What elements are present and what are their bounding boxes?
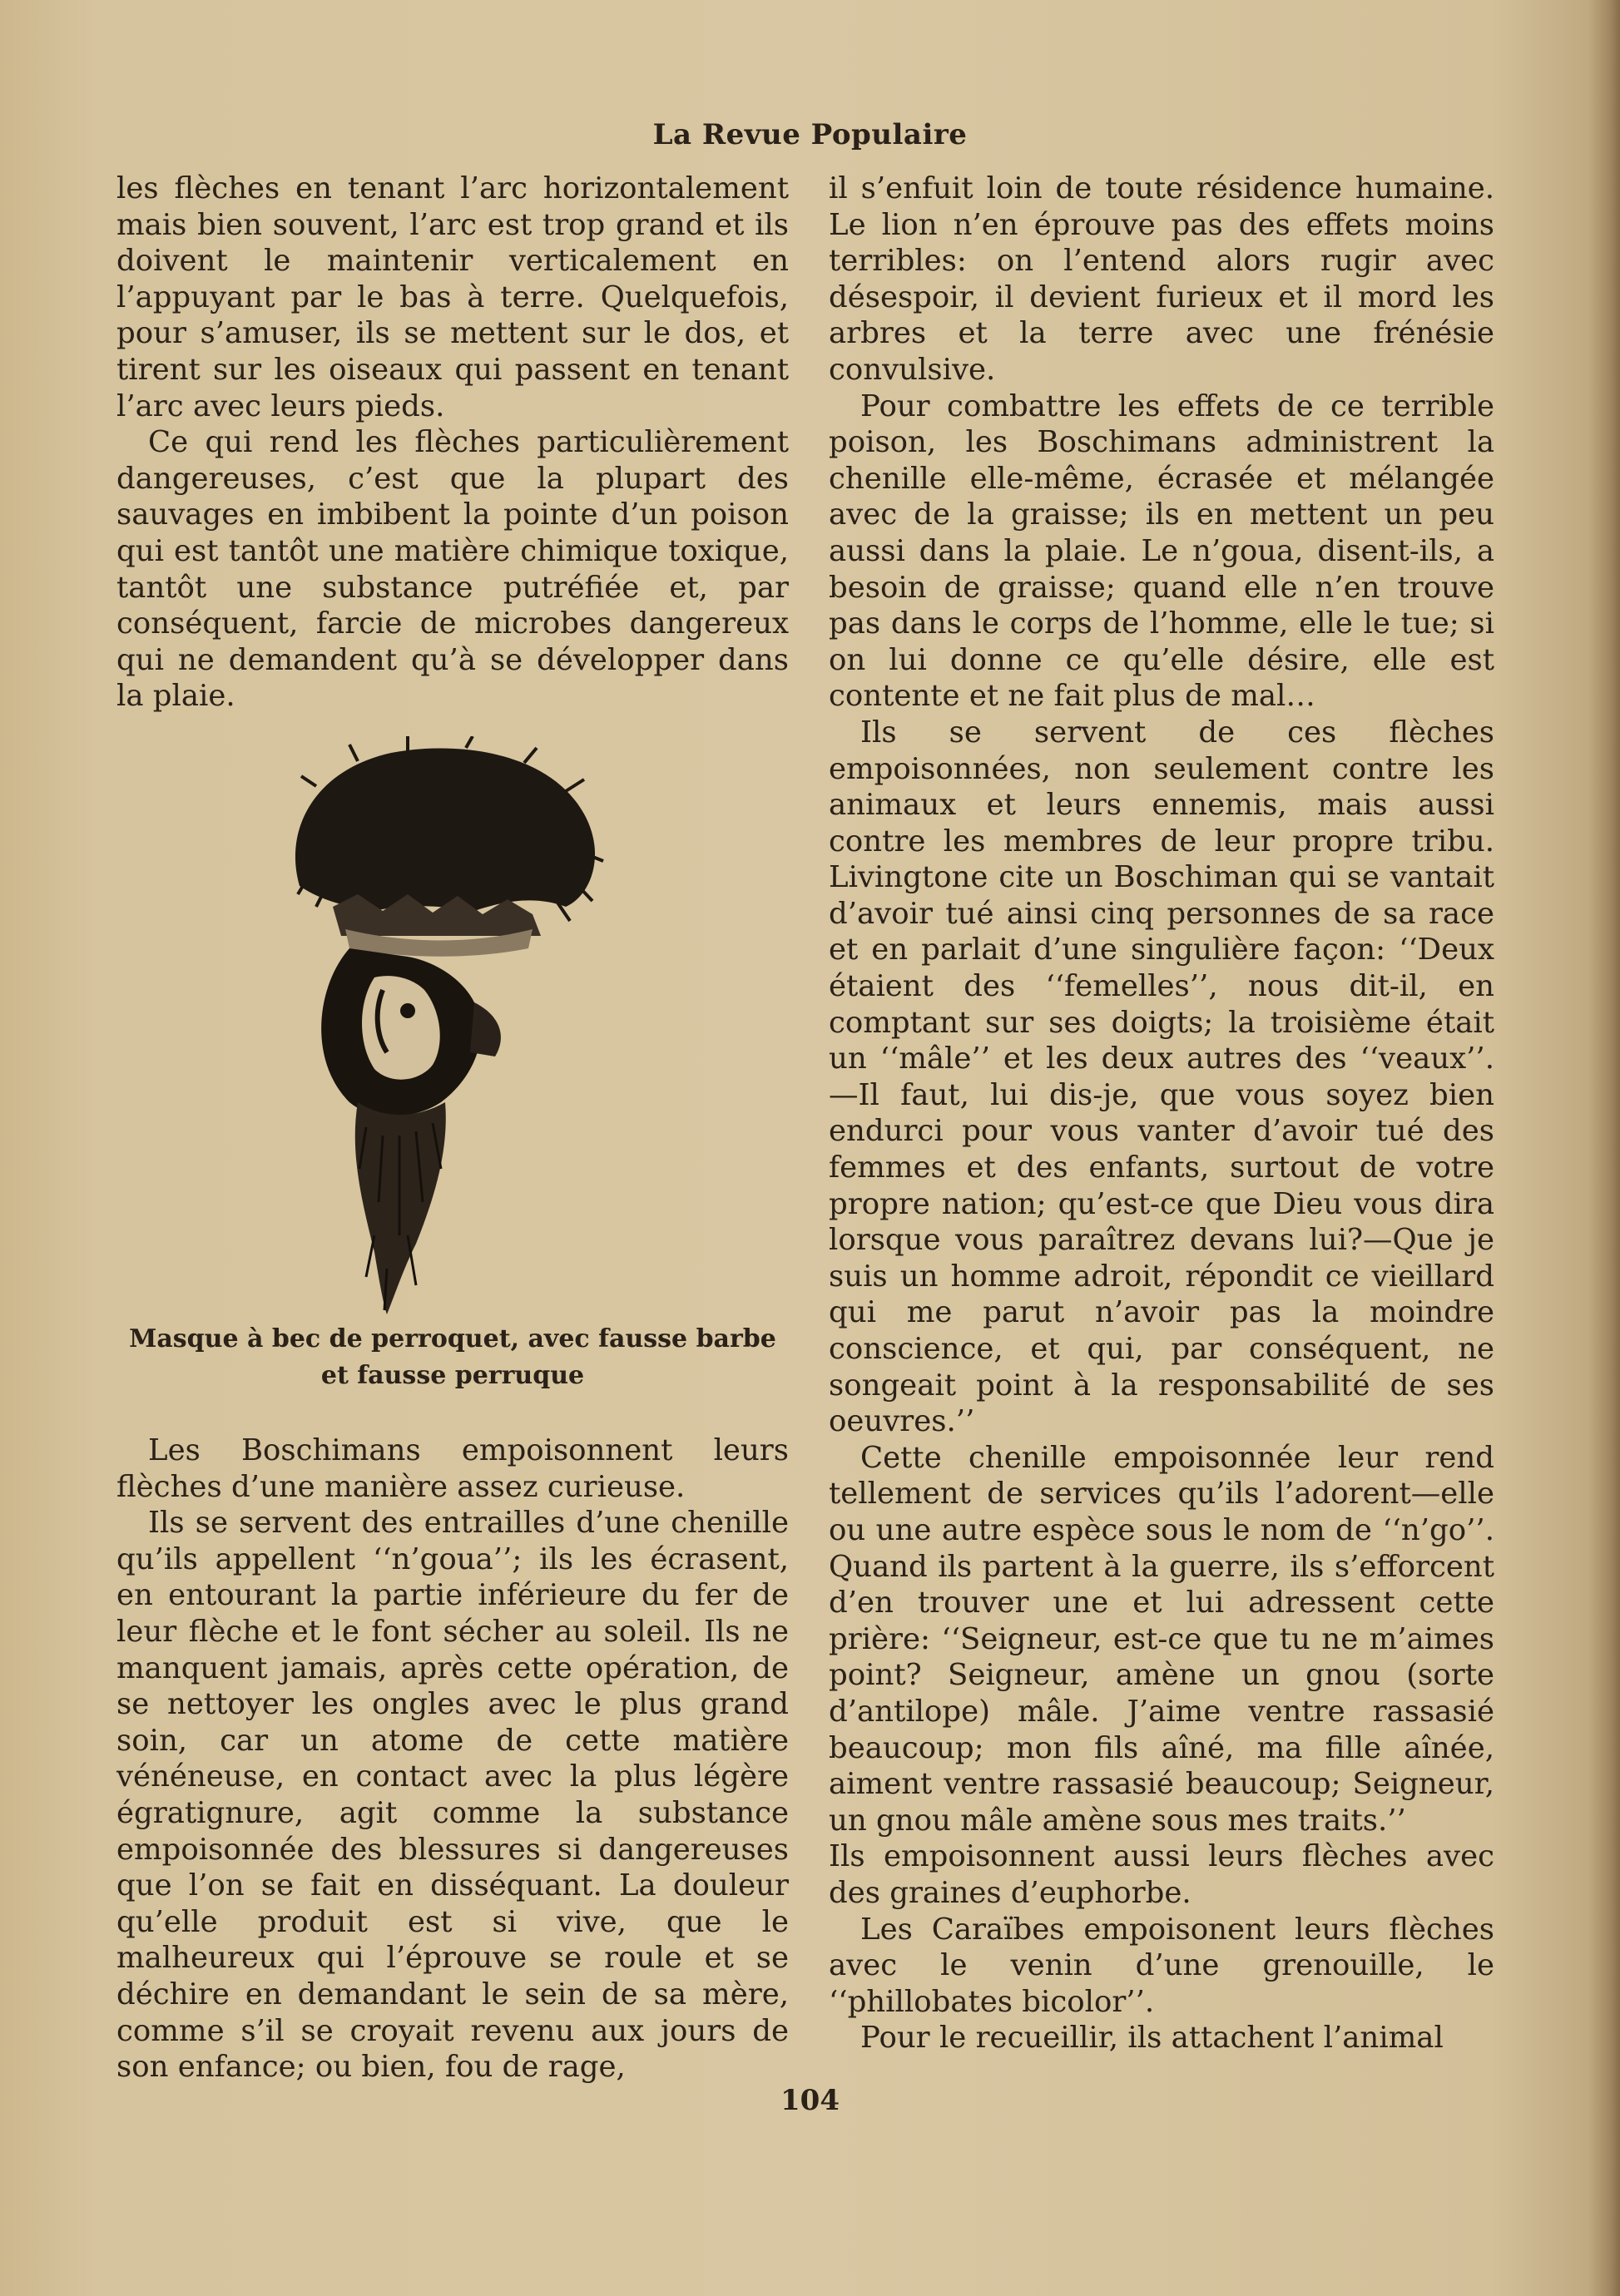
paragraph: Les Boschimans empoisonnent leurs flèches d’une manière assez curieuse. <box>116 1433 789 1504</box>
paragraph: Ils se servent de ces flèches empoisonnées, non seulement contre les animaux et leurs ennemis, mais aussi contre les membres de leur propre tribu. Livingtone cite un Boschiman qui se vantait d’avoir tué ainsi cinq personnes de sa race et en parlait d’une singulière façon: ‘‘Deux étaient des ‘‘femelles’’, nous dit-il, en comptant sur ses doigts; la troisième était un ‘‘mâle’’ et les deux autres des ‘‘veaux’’.—Il faut, lui dis-je, que vous soyez bien endurci pour vous vanter d’avoir tué des femmes et des enfants, surtout de votre propre nation; qu’est-ce que Dieu vous dira lorsque vous paraîtrez devans lui?—Que je suis un homme adroit, répondit ce vieillard qui me parut n’avoir pas la moindre conscience, et qui, par conséquent, ne songeait point à la responsabilité de ses oeuvres.’’ <box>829 715 1494 1439</box>
parrot-beak-mask-illustration <box>283 736 616 1319</box>
figure-caption: Masque à bec de perroquet, avec fausse barbe et fausse perruque <box>129 1324 776 1390</box>
paragraph: les flèches en tenant l’arc horizontalement mais bien souvent, l’arc est trop grand et ils doivent le maintenir verticalement en l’appuyant par le bas à terre. Quelquefois, pour s’amuser, ils se mettent sur le dos, et tirent sur les oiseaux qui passent en tenant l’arc avec leurs pieds. <box>116 171 789 423</box>
running-header: La Revue Populaire <box>652 118 968 151</box>
paragraph: Pour combattre les effets de ce terrible poison, les Boschimans administrent la chenille elle-même, écrasée et mélangée avec de la graisse; ils en mettent un peu aussi dans la plaie. Le n’goua, disent-ils, a besoin de graisse; quand elle n’en trouve pas dans le corps de l’homme, elle le tue; si on lui donne ce qu’elle désire, elle est contente et ne fait plus de mal… <box>829 388 1494 714</box>
page-edge-shadow <box>1588 0 1620 2296</box>
paragraph: Ils empoisonnent aussi leurs flèches avec des graines d’euphorbe. <box>829 1839 1494 1910</box>
paragraph: Cette chenille empoisonnée leur rend tellement de services qu’ils l’adorent—elle ou une autre espèce sous le nom de ‘‘n’go’’. Quand ils partent à la guerre, ils s’efforcent d’en trouver une et lui adressent cette prière: ‘‘Seigneur, est-ce que tu ne m’aimes point? Seigneur, amène un gnou (sorte d’antilope) mâle. J’aime ventre rassasié beaucoup; mon fils aîné, ma fille aînée, aiment ventre rassasié beaucoup; Seigneur, un gnou mâle amène sous mes traits.’’ <box>829 1440 1494 1838</box>
right-column <box>829 171 1494 2056</box>
left-column-bottom <box>116 1433 789 2086</box>
mask-beak <box>321 948 501 1116</box>
left-column-top <box>116 171 789 715</box>
page-number: 104 <box>780 2084 840 2117</box>
paragraph: Ils se servent des entrailles d’une chenille qu’ils appellent ‘‘n’goua’’; ils les écrasent, en entourant la partie inférieure du fer de leur flèche et le font sécher au soleil. Ils ne manquent jamais, après cette opération, de se nettoyer les ongles avec le plus grand soin, car un atome de cette matière vénéneuse, en contact avec la plus légère égratignure, agit comme la substance empoisonnée des blessures si dangereuses que l’on se fait en disséquant. La douleur qu’elle produit est si vive, que le malheureux qui l’éprouve se roule et se déchire en demandant le sein de sa mère, comme s’il se croyait revenu aux jours de son enfance; ou bien, fou de rage, <box>116 1506 789 2085</box>
paragraph: Pour le recueillir, ils attachent l’animal <box>860 2021 1444 2056</box>
paragraph: Les Caraïbes empoisonent leurs flèches avec le venin d’une grenouille, le ‘‘phillobates bicolor’’. <box>829 1912 1494 2019</box>
paragraph: il s’enfuit loin de toute résidence humaine. Le lion n’en éprouve pas des effets moins terribles: on l’entend alors rugir avec désespoir, il devient furieux et il mord les arbres et la terre avec une frénésie convulsive. <box>829 171 1494 387</box>
mask-illustration <box>283 736 616 1319</box>
paragraph: Ce qui rend les flèches particulièrement dangereuses, c’est que la plupart des sauvages en imbibent la pointe d’un poison qui est tantôt une matière chimique toxique, tantôt une substance putréfiée et, par conséquent, farcie de microbes dangereux qui ne demandent qu’à se développer dans la plaie. <box>116 425 789 714</box>
false-beard <box>355 1102 446 1314</box>
false-wig <box>295 736 603 921</box>
